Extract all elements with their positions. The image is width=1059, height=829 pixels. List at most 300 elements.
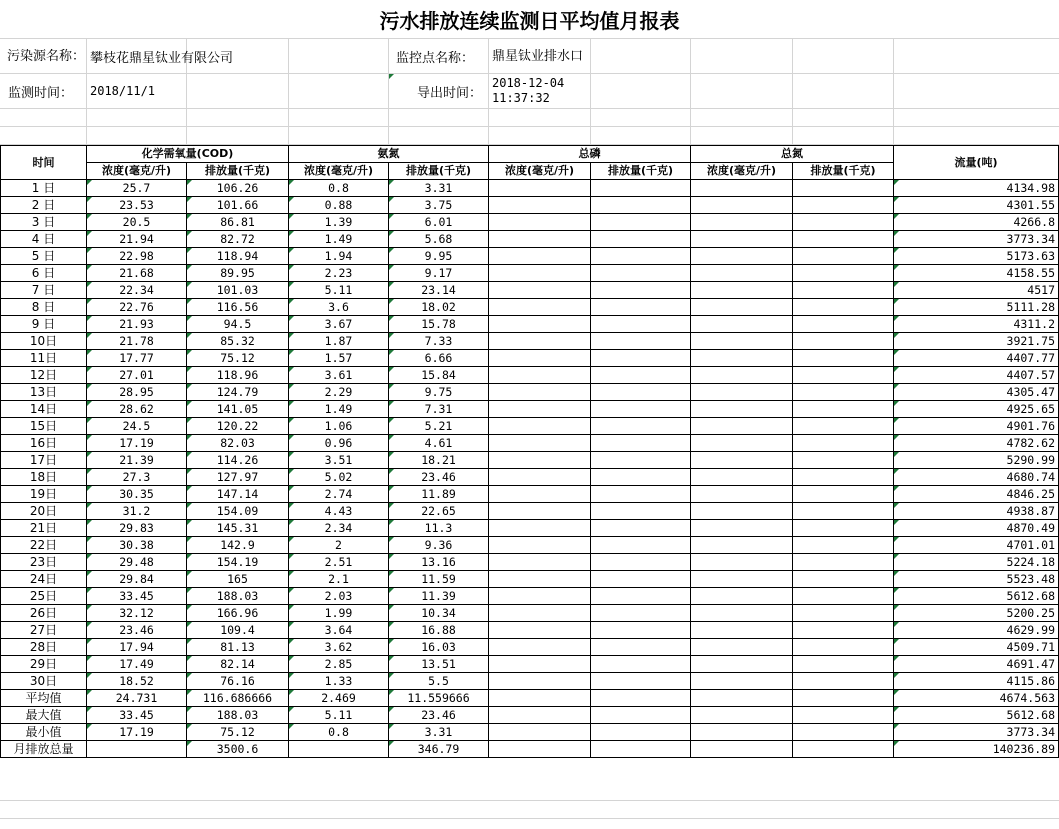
nitrogen-emis-cell[interactable]	[793, 571, 894, 588]
phosphorus-emis-cell[interactable]	[591, 316, 691, 333]
phosphorus-emis-cell[interactable]	[591, 503, 691, 520]
nitrogen-emis-cell[interactable]	[793, 452, 894, 469]
nitrogen-conc-cell[interactable]	[691, 690, 793, 707]
nitrogen-emis-cell[interactable]	[793, 486, 894, 503]
cod-conc-cell[interactable]: 28.95	[87, 384, 187, 401]
ammonia-conc-cell[interactable]: 3.62	[289, 639, 389, 656]
nitrogen-emis-cell[interactable]	[793, 605, 894, 622]
phosphorus-emis-cell[interactable]	[591, 571, 691, 588]
ammonia-emis-cell[interactable]: 16.88	[389, 622, 489, 639]
day-cell[interactable]: 19日	[1, 486, 87, 503]
cod-conc-cell[interactable]: 21.94	[87, 231, 187, 248]
day-cell[interactable]: 月排放总量	[1, 741, 87, 758]
phosphorus-conc-cell[interactable]	[489, 554, 591, 571]
nitrogen-conc-cell[interactable]	[691, 622, 793, 639]
cod-emis-cell[interactable]: 106.26	[187, 180, 289, 197]
phosphorus-emis-cell[interactable]	[591, 707, 691, 724]
monitor-time-value[interactable]: 2018/11/1	[90, 84, 156, 98]
day-cell[interactable]: 2 日	[1, 197, 87, 214]
flow-cell[interactable]: 5111.28	[894, 299, 1059, 316]
export-time-value[interactable]: 2018-12-04 11:37:32	[492, 76, 565, 105]
nitrogen-conc-cell[interactable]	[691, 571, 793, 588]
ammonia-emis-cell[interactable]: 5.5	[389, 673, 489, 690]
day-cell[interactable]: 26日	[1, 605, 87, 622]
cod-conc-cell[interactable]: 28.62	[87, 401, 187, 418]
phosphorus-conc-cell[interactable]	[489, 724, 591, 741]
phosphorus-conc-cell[interactable]	[489, 656, 591, 673]
cod-conc-cell[interactable]: 29.48	[87, 554, 187, 571]
nitrogen-conc-cell[interactable]	[691, 469, 793, 486]
cod-emis-cell[interactable]: 141.05	[187, 401, 289, 418]
phosphorus-conc-cell[interactable]	[489, 486, 591, 503]
phosphorus-emis-cell[interactable]	[591, 639, 691, 656]
flow-cell[interactable]: 4305.47	[894, 384, 1059, 401]
ammonia-conc-cell[interactable]: 1.33	[289, 673, 389, 690]
phosphorus-emis-cell[interactable]	[591, 401, 691, 418]
source-value[interactable]: 攀枝花鼎星钛业有限公司	[90, 50, 234, 66]
nitrogen-emis-cell[interactable]	[793, 724, 894, 741]
ammonia-emis-cell[interactable]: 3.75	[389, 197, 489, 214]
flow-cell[interactable]: 5290.99	[894, 452, 1059, 469]
ammonia-emis-cell[interactable]: 15.84	[389, 367, 489, 384]
cod-conc-cell[interactable]: 21.39	[87, 452, 187, 469]
phosphorus-emis-cell[interactable]	[591, 248, 691, 265]
ammonia-conc-cell[interactable]: 1.57	[289, 350, 389, 367]
nitrogen-emis-cell[interactable]	[793, 588, 894, 605]
phosphorus-conc-cell[interactable]	[489, 299, 591, 316]
ammonia-emis-cell[interactable]: 22.65	[389, 503, 489, 520]
cod-emis-cell[interactable]: 116.686666	[187, 690, 289, 707]
nitrogen-emis-cell[interactable]	[793, 333, 894, 350]
ammonia-emis-cell[interactable]: 6.66	[389, 350, 489, 367]
phosphorus-conc-cell[interactable]	[489, 520, 591, 537]
phosphorus-emis-cell[interactable]	[591, 724, 691, 741]
flow-cell[interactable]: 4517	[894, 282, 1059, 299]
phosphorus-emis-cell[interactable]	[591, 384, 691, 401]
phosphorus-emis-cell[interactable]	[591, 741, 691, 758]
cod-emis-cell[interactable]: 116.56	[187, 299, 289, 316]
ammonia-emis-cell[interactable]: 13.51	[389, 656, 489, 673]
nitrogen-conc-cell[interactable]	[691, 384, 793, 401]
cod-conc-cell[interactable]: 21.78	[87, 333, 187, 350]
point-value[interactable]: 鼎星钛业排水口	[492, 48, 584, 64]
day-cell[interactable]: 最大值	[1, 707, 87, 724]
flow-cell[interactable]: 4407.77	[894, 350, 1059, 367]
nitrogen-emis-cell[interactable]	[793, 384, 894, 401]
phosphorus-emis-cell[interactable]	[591, 418, 691, 435]
phosphorus-emis-cell[interactable]	[591, 469, 691, 486]
ammonia-emis-cell[interactable]: 23.46	[389, 469, 489, 486]
day-cell[interactable]: 10日	[1, 333, 87, 350]
day-cell[interactable]: 29日	[1, 656, 87, 673]
cod-conc-cell[interactable]: 24.731	[87, 690, 187, 707]
flow-cell[interactable]: 4782.62	[894, 435, 1059, 452]
flow-cell[interactable]: 5612.68	[894, 588, 1059, 605]
ammonia-emis-cell[interactable]: 4.61	[389, 435, 489, 452]
ammonia-conc-cell[interactable]: 2.23	[289, 265, 389, 282]
day-cell[interactable]: 21日	[1, 520, 87, 537]
cod-conc-cell[interactable]: 17.19	[87, 724, 187, 741]
cod-conc-cell[interactable]: 25.7	[87, 180, 187, 197]
ammonia-emis-cell[interactable]: 7.33	[389, 333, 489, 350]
cod-emis-cell[interactable]: 118.94	[187, 248, 289, 265]
ammonia-emis-cell[interactable]: 3.31	[389, 180, 489, 197]
ammonia-conc-cell[interactable]: 3.6	[289, 299, 389, 316]
flow-cell[interactable]: 4938.87	[894, 503, 1059, 520]
nitrogen-emis-cell[interactable]	[793, 537, 894, 554]
cod-conc-cell[interactable]: 22.76	[87, 299, 187, 316]
cod-conc-cell[interactable]: 18.52	[87, 673, 187, 690]
phosphorus-emis-cell[interactable]	[591, 367, 691, 384]
cod-conc-cell[interactable]: 17.77	[87, 350, 187, 367]
ammonia-conc-cell[interactable]: 5.11	[289, 282, 389, 299]
cod-conc-cell[interactable]: 22.34	[87, 282, 187, 299]
day-cell[interactable]: 3 日	[1, 214, 87, 231]
nitrogen-conc-cell[interactable]	[691, 435, 793, 452]
flow-cell[interactable]: 4407.57	[894, 367, 1059, 384]
cod-emis-cell[interactable]: 86.81	[187, 214, 289, 231]
cod-conc-cell[interactable]: 22.98	[87, 248, 187, 265]
nitrogen-conc-cell[interactable]	[691, 673, 793, 690]
day-cell[interactable]: 12日	[1, 367, 87, 384]
flow-cell[interactable]: 5224.18	[894, 554, 1059, 571]
phosphorus-emis-cell[interactable]	[591, 231, 691, 248]
phosphorus-conc-cell[interactable]	[489, 401, 591, 418]
ammonia-emis-cell[interactable]: 11.3	[389, 520, 489, 537]
cod-emis-cell[interactable]: 118.96	[187, 367, 289, 384]
cod-emis-cell[interactable]: 127.97	[187, 469, 289, 486]
ammonia-emis-cell[interactable]: 11.559666	[389, 690, 489, 707]
nitrogen-emis-cell[interactable]	[793, 316, 894, 333]
ammonia-conc-cell[interactable]: 0.8	[289, 180, 389, 197]
nitrogen-emis-cell[interactable]	[793, 197, 894, 214]
phosphorus-conc-cell[interactable]	[489, 248, 591, 265]
nitrogen-emis-cell[interactable]	[793, 180, 894, 197]
flow-cell[interactable]: 4691.47	[894, 656, 1059, 673]
nitrogen-conc-cell[interactable]	[691, 452, 793, 469]
nitrogen-emis-cell[interactable]	[793, 248, 894, 265]
day-cell[interactable]: 最小值	[1, 724, 87, 741]
phosphorus-conc-cell[interactable]	[489, 350, 591, 367]
ammonia-emis-cell[interactable]: 9.75	[389, 384, 489, 401]
phosphorus-emis-cell[interactable]	[591, 197, 691, 214]
cod-conc-cell[interactable]: 29.83	[87, 520, 187, 537]
cod-emis-cell[interactable]: 154.19	[187, 554, 289, 571]
flow-cell[interactable]: 4311.2	[894, 316, 1059, 333]
ammonia-emis-cell[interactable]: 18.02	[389, 299, 489, 316]
phosphorus-conc-cell[interactable]	[489, 673, 591, 690]
phosphorus-emis-cell[interactable]	[591, 605, 691, 622]
ammonia-emis-cell[interactable]: 23.14	[389, 282, 489, 299]
phosphorus-conc-cell[interactable]	[489, 588, 591, 605]
cod-conc-cell[interactable]: 30.38	[87, 537, 187, 554]
phosphorus-emis-cell[interactable]	[591, 588, 691, 605]
cod-emis-cell[interactable]: 75.12	[187, 724, 289, 741]
cod-conc-cell[interactable]: 30.35	[87, 486, 187, 503]
phosphorus-conc-cell[interactable]	[489, 571, 591, 588]
phosphorus-conc-cell[interactable]	[489, 265, 591, 282]
nitrogen-emis-cell[interactable]	[793, 418, 894, 435]
ammonia-conc-cell[interactable]: 2.29	[289, 384, 389, 401]
nitrogen-conc-cell[interactable]	[691, 282, 793, 299]
flow-cell[interactable]: 4674.563	[894, 690, 1059, 707]
ammonia-emis-cell[interactable]: 9.36	[389, 537, 489, 554]
nitrogen-emis-cell[interactable]	[793, 265, 894, 282]
cod-conc-cell[interactable]: 27.01	[87, 367, 187, 384]
flow-cell[interactable]: 4134.98	[894, 180, 1059, 197]
phosphorus-conc-cell[interactable]	[489, 180, 591, 197]
nitrogen-emis-cell[interactable]	[793, 639, 894, 656]
ammonia-emis-cell[interactable]: 13.16	[389, 554, 489, 571]
ammonia-conc-cell[interactable]: 5.11	[289, 707, 389, 724]
phosphorus-emis-cell[interactable]	[591, 333, 691, 350]
cod-emis-cell[interactable]: 94.5	[187, 316, 289, 333]
cod-conc-cell[interactable]: 20.5	[87, 214, 187, 231]
flow-cell[interactable]: 4925.65	[894, 401, 1059, 418]
nitrogen-conc-cell[interactable]	[691, 741, 793, 758]
phosphorus-conc-cell[interactable]	[489, 469, 591, 486]
cod-emis-cell[interactable]: 124.79	[187, 384, 289, 401]
cod-emis-cell[interactable]: 188.03	[187, 707, 289, 724]
cod-conc-cell[interactable]: 21.93	[87, 316, 187, 333]
flow-cell[interactable]: 4870.49	[894, 520, 1059, 537]
ammonia-emis-cell[interactable]: 15.78	[389, 316, 489, 333]
ammonia-emis-cell[interactable]: 16.03	[389, 639, 489, 656]
nitrogen-conc-cell[interactable]	[691, 180, 793, 197]
phosphorus-conc-cell[interactable]	[489, 605, 591, 622]
day-cell[interactable]: 6 日	[1, 265, 87, 282]
day-cell[interactable]: 14日	[1, 401, 87, 418]
day-cell[interactable]: 24日	[1, 571, 87, 588]
phosphorus-conc-cell[interactable]	[489, 639, 591, 656]
nitrogen-conc-cell[interactable]	[691, 554, 793, 571]
flow-cell[interactable]: 4846.25	[894, 486, 1059, 503]
cod-conc-cell[interactable]: 17.19	[87, 435, 187, 452]
cod-conc-cell[interactable]: 27.3	[87, 469, 187, 486]
nitrogen-emis-cell[interactable]	[793, 350, 894, 367]
cod-conc-cell[interactable]: 21.68	[87, 265, 187, 282]
phosphorus-conc-cell[interactable]	[489, 435, 591, 452]
ammonia-conc-cell[interactable]: 1.49	[289, 231, 389, 248]
nitrogen-emis-cell[interactable]	[793, 401, 894, 418]
nitrogen-conc-cell[interactable]	[691, 605, 793, 622]
phosphorus-conc-cell[interactable]	[489, 690, 591, 707]
nitrogen-conc-cell[interactable]	[691, 707, 793, 724]
nitrogen-emis-cell[interactable]	[793, 282, 894, 299]
day-cell[interactable]: 5 日	[1, 248, 87, 265]
ammonia-conc-cell[interactable]: 3.61	[289, 367, 389, 384]
flow-cell[interactable]: 5523.48	[894, 571, 1059, 588]
ammonia-conc-cell[interactable]: 2.51	[289, 554, 389, 571]
day-cell[interactable]: 18日	[1, 469, 87, 486]
phosphorus-conc-cell[interactable]	[489, 384, 591, 401]
flow-cell[interactable]: 4266.8	[894, 214, 1059, 231]
nitrogen-emis-cell[interactable]	[793, 469, 894, 486]
day-cell[interactable]: 13日	[1, 384, 87, 401]
day-cell[interactable]: 27日	[1, 622, 87, 639]
day-cell[interactable]: 30日	[1, 673, 87, 690]
phosphorus-conc-cell[interactable]	[489, 333, 591, 350]
day-cell[interactable]: 28日	[1, 639, 87, 656]
nitrogen-conc-cell[interactable]	[691, 503, 793, 520]
ammonia-conc-cell[interactable]: 1.94	[289, 248, 389, 265]
cod-emis-cell[interactable]: 165	[187, 571, 289, 588]
phosphorus-conc-cell[interactable]	[489, 231, 591, 248]
cod-emis-cell[interactable]: 142.9	[187, 537, 289, 554]
flow-cell[interactable]: 3773.34	[894, 724, 1059, 741]
flow-cell[interactable]: 4629.99	[894, 622, 1059, 639]
cod-conc-cell[interactable]: 23.46	[87, 622, 187, 639]
nitrogen-conc-cell[interactable]	[691, 401, 793, 418]
phosphorus-conc-cell[interactable]	[489, 741, 591, 758]
nitrogen-emis-cell[interactable]	[793, 435, 894, 452]
day-cell[interactable]: 16日	[1, 435, 87, 452]
phosphorus-emis-cell[interactable]	[591, 520, 691, 537]
ammonia-conc-cell[interactable]: 5.02	[289, 469, 389, 486]
nitrogen-emis-cell[interactable]	[793, 367, 894, 384]
phosphorus-conc-cell[interactable]	[489, 282, 591, 299]
phosphorus-conc-cell[interactable]	[489, 503, 591, 520]
day-cell[interactable]: 7 日	[1, 282, 87, 299]
phosphorus-emis-cell[interactable]	[591, 690, 691, 707]
cod-conc-cell[interactable]: 24.5	[87, 418, 187, 435]
phosphorus-emis-cell[interactable]	[591, 656, 691, 673]
cod-emis-cell[interactable]: 82.72	[187, 231, 289, 248]
ammonia-emis-cell[interactable]: 11.39	[389, 588, 489, 605]
ammonia-emis-cell[interactable]: 6.01	[389, 214, 489, 231]
cod-conc-cell[interactable]: 33.45	[87, 588, 187, 605]
cod-emis-cell[interactable]: 85.32	[187, 333, 289, 350]
cod-emis-cell[interactable]: 101.03	[187, 282, 289, 299]
day-cell[interactable]: 15日	[1, 418, 87, 435]
cod-conc-cell[interactable]: 33.45	[87, 707, 187, 724]
ammonia-emis-cell[interactable]: 346.79	[389, 741, 489, 758]
day-cell[interactable]: 22日	[1, 537, 87, 554]
ammonia-emis-cell[interactable]: 7.31	[389, 401, 489, 418]
flow-cell[interactable]: 5200.25	[894, 605, 1059, 622]
day-cell[interactable]: 8 日	[1, 299, 87, 316]
flow-cell[interactable]: 3921.75	[894, 333, 1059, 350]
phosphorus-conc-cell[interactable]	[489, 622, 591, 639]
phosphorus-conc-cell[interactable]	[489, 537, 591, 554]
nitrogen-conc-cell[interactable]	[691, 316, 793, 333]
phosphorus-emis-cell[interactable]	[591, 350, 691, 367]
phosphorus-conc-cell[interactable]	[489, 707, 591, 724]
day-cell[interactable]: 4 日	[1, 231, 87, 248]
nitrogen-conc-cell[interactable]	[691, 350, 793, 367]
ammonia-conc-cell[interactable]: 2.85	[289, 656, 389, 673]
phosphorus-emis-cell[interactable]	[591, 554, 691, 571]
nitrogen-emis-cell[interactable]	[793, 503, 894, 520]
day-cell[interactable]: 23日	[1, 554, 87, 571]
phosphorus-conc-cell[interactable]	[489, 316, 591, 333]
ammonia-conc-cell[interactable]: 0.8	[289, 724, 389, 741]
nitrogen-emis-cell[interactable]	[793, 690, 894, 707]
cod-emis-cell[interactable]: 154.09	[187, 503, 289, 520]
flow-cell[interactable]: 4680.74	[894, 469, 1059, 486]
ammonia-emis-cell[interactable]: 23.46	[389, 707, 489, 724]
flow-cell[interactable]: 4509.71	[894, 639, 1059, 656]
ammonia-conc-cell[interactable]: 1.87	[289, 333, 389, 350]
nitrogen-conc-cell[interactable]	[691, 418, 793, 435]
flow-cell[interactable]: 140236.89	[894, 741, 1059, 758]
cod-emis-cell[interactable]: 145.31	[187, 520, 289, 537]
ammonia-conc-cell[interactable]: 2.469	[289, 690, 389, 707]
cod-emis-cell[interactable]: 82.14	[187, 656, 289, 673]
nitrogen-conc-cell[interactable]	[691, 486, 793, 503]
cod-emis-cell[interactable]: 188.03	[187, 588, 289, 605]
flow-cell[interactable]: 5612.68	[894, 707, 1059, 724]
flow-cell[interactable]: 5173.63	[894, 248, 1059, 265]
cod-emis-cell[interactable]: 147.14	[187, 486, 289, 503]
day-cell[interactable]: 17日	[1, 452, 87, 469]
cod-conc-cell[interactable]: 17.49	[87, 656, 187, 673]
flow-cell[interactable]: 4301.55	[894, 197, 1059, 214]
day-cell[interactable]: 11日	[1, 350, 87, 367]
nitrogen-emis-cell[interactable]	[793, 214, 894, 231]
nitrogen-conc-cell[interactable]	[691, 656, 793, 673]
cod-emis-cell[interactable]: 109.4	[187, 622, 289, 639]
ammonia-emis-cell[interactable]: 3.31	[389, 724, 489, 741]
cod-emis-cell[interactable]: 3500.6	[187, 741, 289, 758]
phosphorus-conc-cell[interactable]	[489, 418, 591, 435]
nitrogen-emis-cell[interactable]	[793, 707, 894, 724]
phosphorus-emis-cell[interactable]	[591, 180, 691, 197]
cod-conc-cell[interactable]: 17.94	[87, 639, 187, 656]
ammonia-emis-cell[interactable]: 11.89	[389, 486, 489, 503]
phosphorus-conc-cell[interactable]	[489, 452, 591, 469]
nitrogen-emis-cell[interactable]	[793, 231, 894, 248]
nitrogen-emis-cell[interactable]	[793, 520, 894, 537]
cod-emis-cell[interactable]: 81.13	[187, 639, 289, 656]
nitrogen-conc-cell[interactable]	[691, 248, 793, 265]
nitrogen-conc-cell[interactable]	[691, 299, 793, 316]
nitrogen-conc-cell[interactable]	[691, 214, 793, 231]
cod-emis-cell[interactable]: 76.16	[187, 673, 289, 690]
nitrogen-emis-cell[interactable]	[793, 554, 894, 571]
nitrogen-conc-cell[interactable]	[691, 537, 793, 554]
day-cell[interactable]: 20日	[1, 503, 87, 520]
nitrogen-emis-cell[interactable]	[793, 741, 894, 758]
phosphorus-emis-cell[interactable]	[591, 537, 691, 554]
ammonia-conc-cell[interactable]: 0.96	[289, 435, 389, 452]
phosphorus-emis-cell[interactable]	[591, 265, 691, 282]
phosphorus-emis-cell[interactable]	[591, 282, 691, 299]
ammonia-conc-cell[interactable]: 3.64	[289, 622, 389, 639]
ammonia-conc-cell[interactable]	[289, 741, 389, 758]
nitrogen-conc-cell[interactable]	[691, 588, 793, 605]
ammonia-conc-cell[interactable]: 3.67	[289, 316, 389, 333]
phosphorus-conc-cell[interactable]	[489, 367, 591, 384]
flow-cell[interactable]: 4901.76	[894, 418, 1059, 435]
phosphorus-emis-cell[interactable]	[591, 299, 691, 316]
flow-cell[interactable]: 4115.86	[894, 673, 1059, 690]
ammonia-conc-cell[interactable]: 0.88	[289, 197, 389, 214]
cod-emis-cell[interactable]: 82.03	[187, 435, 289, 452]
ammonia-conc-cell[interactable]: 2.34	[289, 520, 389, 537]
cod-conc-cell[interactable]: 29.84	[87, 571, 187, 588]
nitrogen-conc-cell[interactable]	[691, 724, 793, 741]
cod-emis-cell[interactable]: 166.96	[187, 605, 289, 622]
ammonia-conc-cell[interactable]: 2	[289, 537, 389, 554]
cod-conc-cell[interactable]: 23.53	[87, 197, 187, 214]
ammonia-conc-cell[interactable]: 1.39	[289, 214, 389, 231]
ammonia-conc-cell[interactable]: 2.1	[289, 571, 389, 588]
nitrogen-conc-cell[interactable]	[691, 265, 793, 282]
nitrogen-conc-cell[interactable]	[691, 367, 793, 384]
nitrogen-conc-cell[interactable]	[691, 231, 793, 248]
cod-emis-cell[interactable]: 101.66	[187, 197, 289, 214]
